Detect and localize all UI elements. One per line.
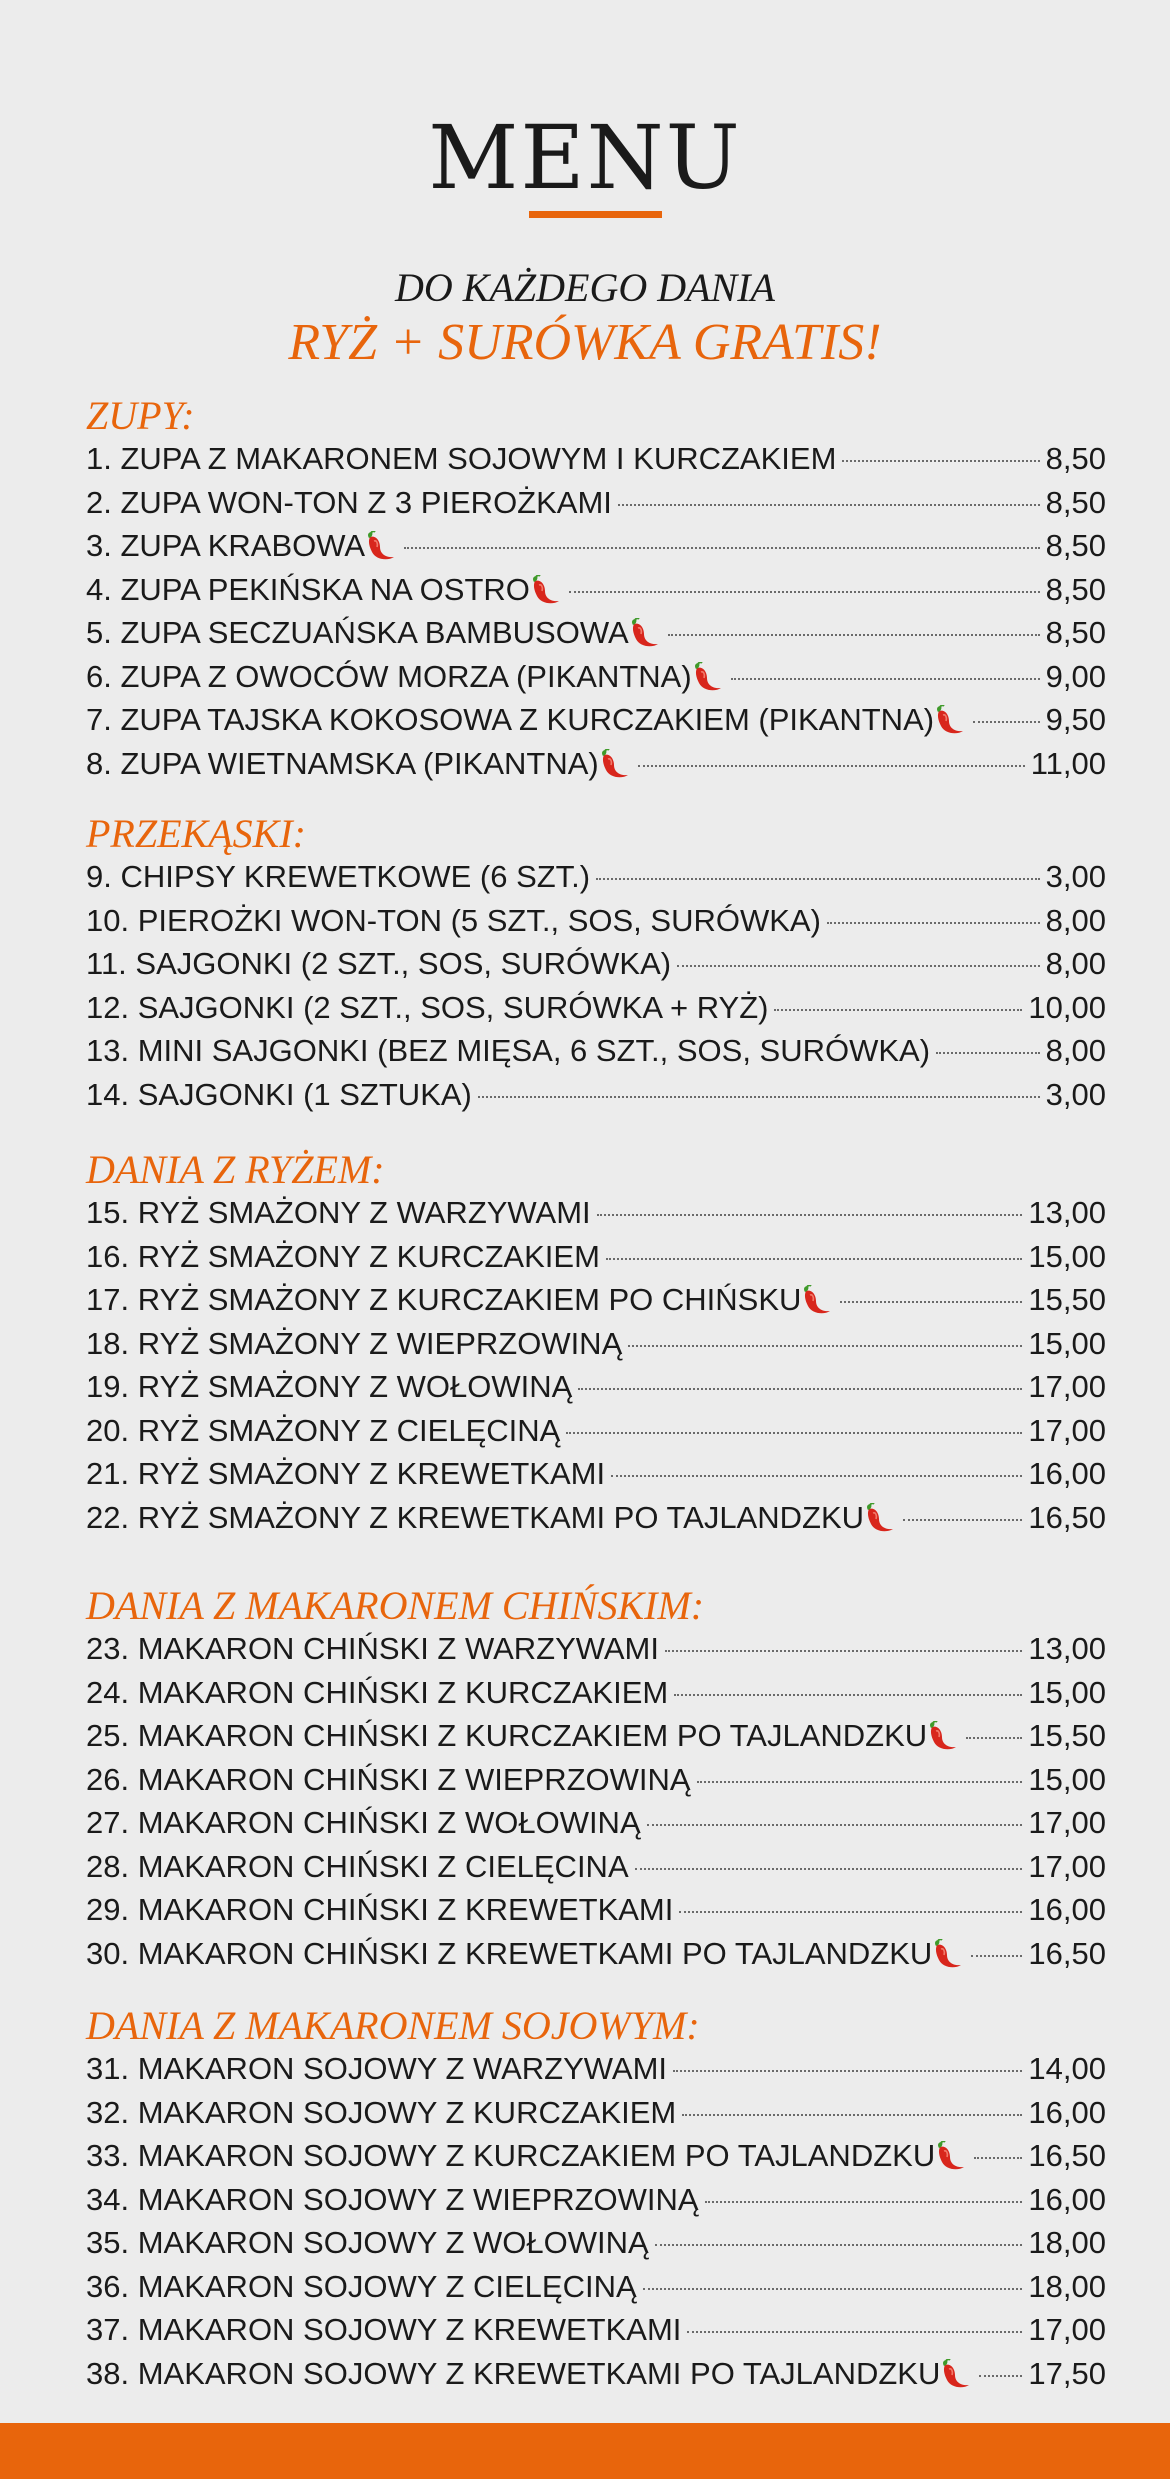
- menu-item: [86, 2047, 1106, 2091]
- dot-leader: [827, 922, 1040, 924]
- menu-item-name: 8. ZUPA WIETNAMSKA (PIKANTNA): [86, 745, 599, 781]
- section-title: DANIA Z MAKARONEM SOJOWYM:: [86, 2003, 700, 2048]
- menu-item: [86, 742, 1106, 786]
- menu-item-name: 1. ZUPA Z MAKARONEM SOJOWYM I KURCZAKIEM: [86, 441, 837, 476]
- menu-item: [86, 524, 1106, 568]
- menu-item-name: 33. MAKARON SOJOWY Z KURCZAKIEM PO TAJLANDZKU: [86, 2138, 936, 2173]
- menu-item-price: 16,50: [1028, 2138, 1106, 2173]
- menu-item-name: 12. SAJGONKI (2 SZT., SOS, SURÓWKA + RYŻ): [86, 989, 769, 1025]
- menu-item: [86, 1714, 1106, 1758]
- dot-leader: [404, 547, 1040, 549]
- menu-item: [86, 899, 1106, 943]
- menu-item-price: 17,50: [1028, 2355, 1106, 2391]
- menu-item-name: 11. SAJGONKI (2 SZT., SOS, SURÓWKA): [86, 946, 672, 981]
- menu-item-price: 8,00: [1045, 902, 1106, 938]
- dot-leader: [655, 2244, 1023, 2246]
- dot-leader: [966, 1737, 1022, 1739]
- menu-item-name: 7. ZUPA TAJSKA KOKOSOWA Z KURCZAKIEM (PIKANTNA): [86, 702, 935, 737]
- menu-item-price: 15,00: [1028, 1761, 1106, 1797]
- menu-item-price: 13,00: [1028, 1631, 1106, 1666]
- dot-leader: [638, 765, 1025, 767]
- menu-item: [86, 1322, 1106, 1366]
- dot-leader: [647, 1824, 1023, 1826]
- menu-item: [86, 437, 1106, 481]
- chili-pepper-icon: [366, 531, 398, 561]
- dot-leader: [611, 1475, 1022, 1477]
- menu-item-price: 8,50: [1045, 484, 1106, 520]
- menu-item: [86, 1671, 1106, 1715]
- menu-item-price: 16,00: [1028, 2094, 1106, 2130]
- menu-item-name: 22. RYŻ SMAŻONY Z KREWETKAMI PO TAJLANDZKU: [86, 1499, 865, 1535]
- menu-item: [86, 611, 1106, 655]
- page-title: MENU: [428, 106, 742, 209]
- section-chinese-noodles: [86, 1582, 1106, 1975]
- menu-item: [86, 855, 1106, 899]
- menu-item-price: 15,00: [1028, 1238, 1106, 1274]
- dot-leader: [731, 678, 1040, 680]
- menu-item: [86, 1801, 1106, 1845]
- dot-leader: [936, 1052, 1040, 1054]
- dot-leader: [478, 1096, 1040, 1098]
- menu-item-name: 38. MAKARON SOJOWY Z KREWETKAMI PO TAJLANDZKU: [86, 2355, 941, 2391]
- menu-item: [86, 1932, 1106, 1976]
- menu-item: [86, 1409, 1106, 1453]
- menu-item-price: 10,00: [1028, 989, 1106, 1025]
- chili-pepper-icon: [802, 1285, 834, 1315]
- dot-leader: [974, 2157, 1022, 2159]
- dot-leader: [679, 1911, 1022, 1913]
- menu-item-price: 18,00: [1028, 2225, 1106, 2260]
- menu-item: [86, 2221, 1106, 2265]
- menu-item: [86, 942, 1106, 986]
- menu-item: [86, 1235, 1106, 1279]
- dot-leader: [971, 1955, 1022, 1957]
- dot-leader: [668, 634, 1040, 636]
- footer-bar: [0, 2423, 1170, 2479]
- menu-item-name: 36. MAKARON SOJOWY Z CIELĘCINĄ: [86, 2268, 637, 2304]
- menu-item: [86, 1845, 1106, 1889]
- menu-item: [86, 2308, 1106, 2352]
- menu-item-name: 35. MAKARON SOJOWY Z WOŁOWINĄ: [86, 2225, 649, 2260]
- menu-item-price: 16,00: [1028, 1456, 1106, 1491]
- subtitle: DO KAŻDEGO DANIA: [395, 265, 775, 310]
- dot-leader: [628, 1345, 1022, 1347]
- menu-item-price: 16,00: [1028, 2181, 1106, 2217]
- section-title: ZUPY:: [86, 393, 195, 438]
- menu-item-name: 34. MAKARON SOJOWY Z WIEPRZOWINĄ: [86, 2181, 699, 2217]
- chili-pepper-icon: [630, 618, 662, 648]
- menu-item-name: 31. MAKARON SOJOWY Z WARZYWAMI: [86, 2051, 668, 2086]
- dot-leader: [596, 878, 1040, 880]
- menu-item-name: 13. MINI SAJGONKI (BEZ MIĘSA, 6 SZT., SOS, SURÓWKA): [86, 1033, 931, 1068]
- menu-item: [86, 2134, 1106, 2178]
- dot-leader: [682, 2114, 1022, 2116]
- menu-item-price: 8,50: [1045, 615, 1106, 650]
- chili-pepper-icon: [936, 2141, 968, 2171]
- menu-item-price: 3,00: [1045, 859, 1106, 894]
- menu-item-price: 16,50: [1028, 1935, 1106, 1971]
- dot-leader: [569, 591, 1040, 593]
- menu-item-price: 16,00: [1028, 1892, 1106, 1927]
- menu-item-price: 15,00: [1028, 1325, 1106, 1361]
- menu-item: [86, 1029, 1106, 1073]
- section-title: DANIA Z RYŻEM:: [86, 1147, 385, 1192]
- menu-item-name: 5. ZUPA SECZUAŃSKA BAMBUSOWA: [86, 615, 629, 650]
- menu-item: [86, 1191, 1106, 1235]
- dot-leader: [842, 460, 1039, 462]
- section-rice-dishes: [86, 1146, 1106, 1539]
- dot-leader: [597, 1214, 1023, 1216]
- dot-leader: [618, 504, 1040, 506]
- chili-pepper-icon: [935, 705, 967, 735]
- menu-item-name: 26. MAKARON CHIŃSKI Z WIEPRZOWINĄ: [86, 1761, 691, 1797]
- dot-leader: [635, 1868, 1023, 1870]
- menu-item: [86, 1888, 1106, 1932]
- section-soy-noodles: [86, 2002, 1106, 2395]
- menu-item: [86, 1452, 1106, 1496]
- menu-item: [86, 1758, 1106, 1802]
- menu-item-name: 15. RYŻ SMAŻONY Z WARZYWAMI: [86, 1195, 591, 1230]
- dot-leader: [840, 1301, 1022, 1303]
- dot-leader: [566, 1432, 1022, 1434]
- dot-leader: [673, 2070, 1022, 2072]
- chili-pepper-icon: [928, 1721, 960, 1751]
- chili-pepper-icon: [933, 1939, 965, 1969]
- menu-item-name: 6. ZUPA Z OWOCÓW MORZA (PIKANTNA): [86, 658, 692, 694]
- promo-headline: RYŻ + SURÓWKA GRATIS!: [288, 314, 882, 371]
- menu-item-price: 8,50: [1045, 571, 1106, 607]
- section-title: DANIA Z MAKARONEM CHIŃSKIM:: [86, 1583, 705, 1628]
- menu-item-name: 9. CHIPSY KREWETKOWE (6 SZT.): [86, 859, 591, 894]
- dot-leader: [687, 2331, 1022, 2333]
- chili-pepper-icon: [865, 1503, 897, 1533]
- menu-item-name: 3. ZUPA KRABOWA: [86, 528, 366, 563]
- chili-pepper-icon: [941, 2359, 973, 2389]
- menu-item-price: 17,00: [1028, 1369, 1106, 1404]
- menu-item-name: 37. MAKARON SOJOWY Z KREWETKAMI: [86, 2312, 682, 2347]
- dot-leader: [578, 1388, 1022, 1390]
- menu-item-price: 18,00: [1028, 2268, 1106, 2304]
- menu-item: [86, 2265, 1106, 2309]
- menu-item: [86, 698, 1106, 742]
- menu-item-name: 32. MAKARON SOJOWY Z KURCZAKIEM: [86, 2094, 677, 2130]
- dot-leader: [903, 1519, 1022, 1521]
- menu-item: [86, 1278, 1106, 1322]
- menu-item-price: 9,50: [1045, 702, 1106, 737]
- menu-item-name: 10. PIEROŻKI WON-TON (5 SZT., SOS, SURÓWKA): [86, 902, 821, 938]
- menu-item-name: 27. MAKARON CHIŃSKI Z WOŁOWINĄ: [86, 1805, 641, 1840]
- menu-item-price: 17,00: [1028, 1412, 1106, 1448]
- dot-leader: [979, 2375, 1022, 2377]
- dot-leader: [697, 1781, 1023, 1783]
- menu-item: [86, 1365, 1106, 1409]
- menu-item: [86, 2091, 1106, 2135]
- menu-item: [86, 655, 1106, 699]
- chili-pepper-icon: [531, 575, 563, 605]
- section-appetizers: [86, 810, 1106, 1116]
- chili-pepper-icon: [693, 662, 725, 692]
- menu-item-price: 3,00: [1045, 1076, 1106, 1112]
- dot-leader: [705, 2201, 1023, 2203]
- menu-item-price: 9,00: [1045, 658, 1106, 694]
- menu-item-name: 17. RYŻ SMAŻONY Z KURCZAKIEM PO CHIŃSKU: [86, 1282, 802, 1317]
- dot-leader: [677, 965, 1040, 967]
- menu-item-price: 13,00: [1028, 1195, 1106, 1230]
- menu-item-name: 18. RYŻ SMAŻONY Z WIEPRZOWINĄ: [86, 1325, 623, 1361]
- menu-item-name: 16. RYŻ SMAŻONY Z KURCZAKIEM: [86, 1238, 600, 1274]
- menu-item-price: 17,00: [1028, 1805, 1106, 1840]
- menu-item-name: 24. MAKARON CHIŃSKI Z KURCZAKIEM: [86, 1674, 669, 1710]
- menu-item-name: 14. SAJGONKI (1 SZTUKA): [86, 1076, 472, 1112]
- menu-item: [86, 1073, 1106, 1117]
- menu-item: [86, 1627, 1106, 1671]
- menu-item-price: 17,00: [1028, 2312, 1106, 2347]
- menu-item-price: 15,50: [1028, 1282, 1106, 1317]
- chili-pepper-icon: [600, 749, 632, 779]
- menu-item-name: 28. MAKARON CHIŃSKI Z CIELĘCINA: [86, 1848, 629, 1884]
- section-title: PRZEKĄSKI:: [86, 811, 306, 856]
- menu-item-name: 30. MAKARON CHIŃSKI Z KREWETKAMI PO TAJLANDZKU: [86, 1935, 933, 1971]
- menu-item: [86, 568, 1106, 612]
- menu-item-name: 4. ZUPA PEKIŃSKA NA OSTRO: [86, 571, 530, 607]
- menu-item-name: 2. ZUPA WON-TON Z 3 PIEROŻKAMI: [86, 484, 612, 520]
- menu-item-name: 29. MAKARON CHIŃSKI Z KREWETKAMI: [86, 1892, 674, 1927]
- menu-item-price: 8,50: [1045, 528, 1106, 563]
- menu-item-price: 15,50: [1028, 1718, 1106, 1753]
- dot-leader: [665, 1650, 1022, 1652]
- menu-item-name: 25. MAKARON CHIŃSKI Z KURCZAKIEM PO TAJLANDZKU: [86, 1718, 928, 1753]
- menu-item-price: 16,50: [1028, 1499, 1106, 1535]
- menu-item-price: 8,00: [1045, 1033, 1106, 1068]
- menu-item-name: 19. RYŻ SMAŻONY Z WOŁOWINĄ: [86, 1369, 573, 1404]
- menu-item: [86, 1496, 1106, 1540]
- menu-item-name: 23. MAKARON CHIŃSKI Z WARZYWAMI: [86, 1631, 659, 1666]
- menu-item-price: 15,00: [1028, 1674, 1106, 1710]
- menu-item-name: 20. RYŻ SMAŻONY Z CIELĘCINĄ: [86, 1412, 561, 1448]
- menu-item-price: 8,00: [1045, 946, 1106, 981]
- dot-leader: [674, 1694, 1022, 1696]
- menu-item-price: 17,00: [1028, 1848, 1106, 1884]
- menu-item-price: 14,00: [1028, 2051, 1106, 2086]
- dot-leader: [774, 1009, 1022, 1011]
- menu-item-price: 8,50: [1045, 441, 1106, 476]
- title-underline: [529, 211, 662, 218]
- menu-item: [86, 986, 1106, 1030]
- dot-leader: [606, 1258, 1023, 1260]
- section-soups: [86, 392, 1106, 785]
- menu-item-price: 11,00: [1030, 745, 1106, 781]
- dot-leader: [973, 721, 1040, 723]
- menu-item: [86, 2352, 1106, 2396]
- dot-leader: [643, 2288, 1023, 2290]
- menu-item: [86, 2178, 1106, 2222]
- menu-item-name: 21. RYŻ SMAŻONY Z KREWETKAMI: [86, 1456, 606, 1491]
- menu-item: [86, 481, 1106, 525]
